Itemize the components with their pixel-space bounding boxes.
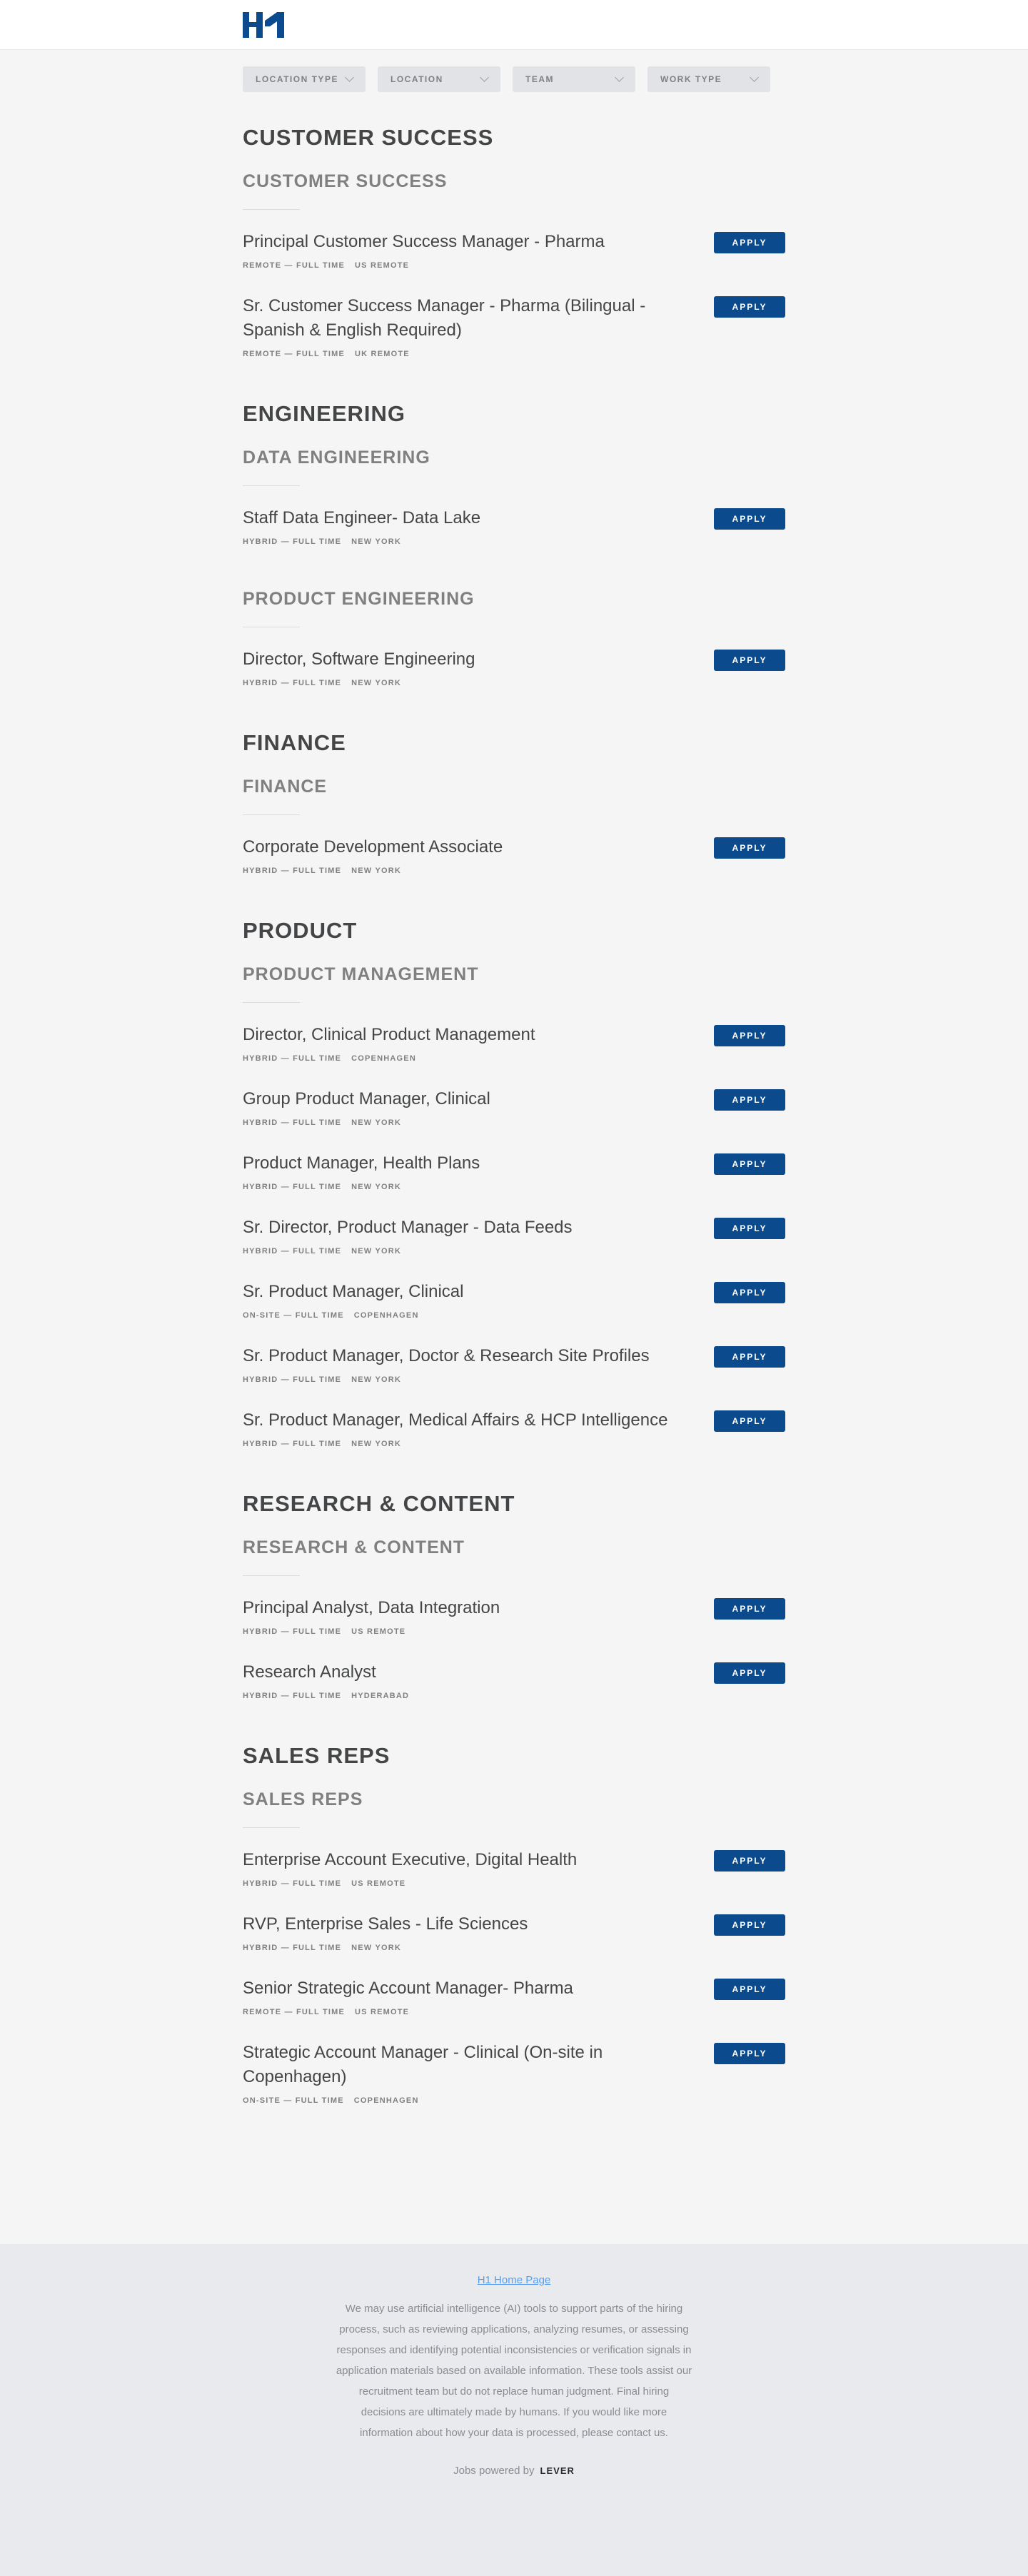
posting-details bbox=[243, 1280, 707, 1320]
posting-meta bbox=[243, 1118, 707, 1127]
separator bbox=[243, 1575, 300, 1576]
powered-by-text: Jobs powered by bbox=[453, 2465, 535, 2477]
posting-meta bbox=[243, 350, 707, 358]
apply-button[interactable]: APPLY bbox=[714, 296, 785, 318]
posting-group bbox=[243, 1492, 785, 1700]
posting-details bbox=[243, 294, 707, 358]
work-type: HYBRID — FULL TIME bbox=[243, 1247, 342, 1256]
filter-location-type[interactable] bbox=[243, 66, 366, 92]
job-title-link[interactable]: Group Product Manager, Clinical bbox=[243, 1089, 490, 1108]
apply-button[interactable]: APPLY bbox=[714, 1025, 785, 1046]
work-type: HYBRID — FULL TIME bbox=[243, 1692, 342, 1700]
apply-button[interactable]: APPLY bbox=[714, 1979, 785, 2000]
group-title: CUSTOMER SUCCESS bbox=[243, 125, 494, 150]
group-title: PRODUCT bbox=[243, 918, 358, 943]
work-type: ON-SITE — FULL TIME bbox=[243, 1311, 344, 1320]
separator bbox=[243, 485, 300, 486]
job-title-link[interactable]: Corporate Development Associate bbox=[243, 837, 503, 857]
job-title-link[interactable]: Director, Clinical Product Management bbox=[243, 1025, 535, 1044]
separator bbox=[243, 209, 300, 210]
job-title-link[interactable]: Staff Data Engineer- Data Lake bbox=[243, 508, 481, 527]
job-posting bbox=[243, 1087, 785, 1127]
group-title: ENGINEERING bbox=[243, 401, 406, 426]
work-type: HYBRID — FULL TIME bbox=[243, 1879, 342, 1888]
job-location: NEW YORK bbox=[351, 537, 402, 546]
job-location: NEW YORK bbox=[351, 679, 402, 687]
job-posting bbox=[243, 1596, 785, 1636]
work-type: HYBRID — FULL TIME bbox=[243, 537, 342, 546]
job-title-link[interactable]: Enterprise Account Executive, Digital Health bbox=[243, 1850, 578, 1869]
job-posting bbox=[243, 1280, 785, 1320]
work-type: HYBRID — FULL TIME bbox=[243, 1183, 342, 1191]
posting-details bbox=[243, 230, 707, 270]
filter-location[interactable] bbox=[378, 66, 500, 92]
posting-details bbox=[243, 1912, 707, 1952]
subgroup-title: CUSTOMER SUCCESS bbox=[243, 171, 448, 191]
job-posting bbox=[243, 1912, 785, 1952]
posting-meta bbox=[243, 1247, 707, 1256]
job-location: UK REMOTE bbox=[355, 350, 410, 358]
job-posting bbox=[243, 1976, 785, 2016]
posting-details bbox=[243, 1216, 707, 1256]
powered-by bbox=[0, 2465, 1028, 2477]
job-title-link[interactable]: Research Analyst bbox=[243, 1662, 376, 1682]
job-location: NEW YORK bbox=[351, 1183, 402, 1191]
job-posting bbox=[243, 1023, 785, 1063]
apply-button[interactable]: APPLY bbox=[714, 1282, 785, 1303]
apply-button[interactable]: APPLY bbox=[714, 1153, 785, 1175]
filter-label: TEAM bbox=[525, 74, 554, 84]
job-location: COPENHAGEN bbox=[351, 1054, 416, 1063]
job-title-link[interactable]: Sr. Product Manager, Medical Affairs & HCP Intelligence bbox=[243, 1410, 668, 1430]
posting-group bbox=[243, 126, 785, 358]
posting-details bbox=[243, 2041, 707, 2105]
job-posting bbox=[243, 1216, 785, 1256]
posting-meta bbox=[243, 537, 707, 546]
posting-meta bbox=[243, 1692, 707, 1700]
job-location: US REMOTE bbox=[355, 2008, 410, 2016]
posting-details bbox=[243, 1344, 707, 1384]
job-title-link[interactable]: Principal Customer Success Manager - Pharma bbox=[243, 232, 605, 251]
posting-meta bbox=[243, 1054, 707, 1063]
posting-details bbox=[243, 647, 707, 687]
work-type: HYBRID — FULL TIME bbox=[243, 1627, 342, 1636]
subgroup-title: SALES REPS bbox=[243, 1789, 363, 1809]
posting-details bbox=[243, 1848, 707, 1888]
job-title-link[interactable]: Sr. Customer Success Manager - Pharma (Bilingual - Spanish & English Required) bbox=[243, 296, 646, 340]
separator bbox=[243, 814, 300, 815]
posting-group bbox=[243, 919, 785, 1448]
filter-label: LOCATION bbox=[390, 74, 443, 84]
work-type: ON-SITE — FULL TIME bbox=[243, 2096, 344, 2105]
posting-meta bbox=[243, 1944, 707, 1952]
group-title: SALES REPS bbox=[243, 1743, 390, 1768]
job-location: US REMOTE bbox=[351, 1627, 406, 1636]
posting-meta bbox=[243, 261, 707, 270]
job-posting bbox=[243, 647, 785, 687]
subgroup-title: DATA ENGINEERING bbox=[243, 448, 430, 468]
apply-button[interactable]: APPLY bbox=[714, 650, 785, 671]
job-posting bbox=[243, 230, 785, 270]
posting-group bbox=[243, 403, 785, 687]
job-location: COPENHAGEN bbox=[353, 2096, 419, 2105]
job-title-link[interactable]: Senior Strategic Account Manager- Pharma bbox=[243, 1979, 573, 1998]
work-type: HYBRID — FULL TIME bbox=[243, 1054, 342, 1063]
apply-button[interactable]: APPLY bbox=[714, 1089, 785, 1111]
subgroup-title: FINANCE bbox=[243, 777, 328, 797]
job-posting bbox=[243, 506, 785, 546]
job-posting bbox=[243, 1151, 785, 1191]
posting-meta bbox=[243, 1311, 707, 1320]
job-location: COPENHAGEN bbox=[353, 1311, 419, 1320]
job-posting bbox=[243, 1660, 785, 1700]
separator bbox=[243, 1827, 300, 1828]
job-location: HYDERABAD bbox=[351, 1692, 410, 1700]
work-type: HYBRID — FULL TIME bbox=[243, 1118, 342, 1127]
top-bar bbox=[0, 0, 1028, 50]
posting-details bbox=[243, 1087, 707, 1127]
job-location: NEW YORK bbox=[351, 1247, 402, 1256]
apply-button[interactable]: APPLY bbox=[714, 232, 785, 253]
job-title-link[interactable]: Sr. Director, Product Manager - Data Feeds bbox=[243, 1218, 573, 1237]
chevron-down-icon bbox=[750, 73, 759, 82]
lever-logo[interactable]: LEVER bbox=[540, 2465, 575, 2476]
filter-team[interactable] bbox=[513, 66, 635, 92]
posting-details bbox=[243, 1023, 707, 1063]
job-location: NEW YORK bbox=[351, 1118, 402, 1127]
job-location: US REMOTE bbox=[355, 261, 410, 270]
filter-bar bbox=[243, 50, 785, 92]
job-location: US REMOTE bbox=[351, 1879, 406, 1888]
group-title: RESEARCH & CONTENT bbox=[243, 1491, 515, 1516]
job-title-link[interactable]: Director, Software Engineering bbox=[243, 650, 475, 669]
filter-label: LOCATION TYPE bbox=[256, 74, 338, 84]
work-type: HYBRID — FULL TIME bbox=[243, 1440, 342, 1448]
filter-work-type[interactable] bbox=[647, 66, 770, 92]
job-title-link[interactable]: RVP, Enterprise Sales - Life Sciences bbox=[243, 1914, 528, 1934]
posting-meta bbox=[243, 1375, 707, 1384]
work-type: HYBRID — FULL TIME bbox=[243, 867, 342, 875]
job-posting bbox=[243, 1344, 785, 1384]
footer bbox=[0, 2244, 1028, 2576]
posting-meta bbox=[243, 2096, 707, 2105]
posting-details bbox=[243, 1596, 707, 1636]
apply-button[interactable]: APPLY bbox=[714, 1914, 785, 1936]
posting-details bbox=[243, 1151, 707, 1191]
job-location: NEW YORK bbox=[351, 1440, 402, 1448]
work-type: HYBRID — FULL TIME bbox=[243, 1944, 342, 1952]
filter-label: WORK TYPE bbox=[660, 74, 722, 84]
subgroup-title: PRODUCT ENGINEERING bbox=[243, 589, 475, 609]
job-posting bbox=[243, 2041, 785, 2105]
job-location: NEW YORK bbox=[351, 867, 402, 875]
posting-meta bbox=[243, 2008, 707, 2016]
apply-button[interactable]: APPLY bbox=[714, 1410, 785, 1432]
posting-meta bbox=[243, 1440, 707, 1448]
posting-details bbox=[243, 1408, 707, 1448]
ai-notice: We may use artificial intelligence (AI) tools to support parts of the hiring process, such as reviewing applications, analyzing resumes, or assessing responses and identifying potential inconsistencies or verification signals in application materials based on available information. These tools assist our recruitment team but do not replace human judgment. Final hiring decisions are ultimately made by humans. If you would like more information about how your data is processed, please contact us. bbox=[336, 2303, 692, 2439]
posting-meta bbox=[243, 1627, 707, 1636]
job-title-link[interactable]: Product Manager, Health Plans bbox=[243, 1153, 480, 1173]
subgroup-title: RESEARCH & CONTENT bbox=[243, 1537, 465, 1557]
posting-details bbox=[243, 1976, 707, 2016]
work-type: REMOTE — FULL TIME bbox=[243, 261, 346, 270]
job-title-link[interactable]: Principal Analyst, Data Integration bbox=[243, 1598, 500, 1617]
subgroup-title: PRODUCT MANAGEMENT bbox=[243, 964, 479, 984]
apply-button[interactable]: APPLY bbox=[714, 2043, 785, 2064]
apply-button[interactable]: APPLY bbox=[714, 1598, 785, 1620]
posting-meta bbox=[243, 867, 707, 875]
job-title-link[interactable]: Sr. Product Manager, Clinical bbox=[243, 1282, 464, 1301]
job-title-link[interactable]: Sr. Product Manager, Doctor & Research Site Profiles bbox=[243, 1346, 650, 1365]
group-title: FINANCE bbox=[243, 730, 346, 755]
apply-button[interactable]: APPLY bbox=[714, 1850, 785, 1872]
work-type: HYBRID — FULL TIME bbox=[243, 1375, 342, 1384]
separator bbox=[243, 1002, 300, 1003]
chevron-down-icon bbox=[345, 73, 354, 82]
job-posting bbox=[243, 1848, 785, 1888]
h1-logo[interactable] bbox=[243, 12, 286, 38]
apply-button[interactable]: APPLY bbox=[714, 1218, 785, 1239]
apply-button[interactable]: APPLY bbox=[714, 1346, 785, 1368]
job-posting bbox=[243, 1408, 785, 1448]
home-page-link[interactable]: H1 Home Page bbox=[477, 2274, 551, 2286]
posting-meta bbox=[243, 679, 707, 687]
apply-button[interactable]: APPLY bbox=[714, 508, 785, 530]
posting-group bbox=[243, 1744, 785, 2105]
postings-list bbox=[243, 126, 785, 2105]
job-location: NEW YORK bbox=[351, 1944, 402, 1952]
posting-meta bbox=[243, 1183, 707, 1191]
posting-group bbox=[243, 732, 785, 875]
job-posting bbox=[243, 294, 785, 358]
job-location: NEW YORK bbox=[351, 1375, 402, 1384]
posting-details bbox=[243, 506, 707, 546]
chevron-down-icon bbox=[480, 73, 489, 82]
chevron-down-icon bbox=[615, 73, 624, 82]
posting-details bbox=[243, 1660, 707, 1700]
apply-button[interactable]: APPLY bbox=[714, 1662, 785, 1684]
apply-button[interactable]: APPLY bbox=[714, 837, 785, 859]
job-posting bbox=[243, 835, 785, 875]
work-type: REMOTE — FULL TIME bbox=[243, 2008, 346, 2016]
job-title-link[interactable]: Strategic Account Manager - Clinical (On-site in Copenhagen) bbox=[243, 2043, 603, 2086]
work-type: HYBRID — FULL TIME bbox=[243, 679, 342, 687]
posting-details bbox=[243, 835, 707, 875]
posting-meta bbox=[243, 1879, 707, 1888]
work-type: REMOTE — FULL TIME bbox=[243, 350, 346, 358]
